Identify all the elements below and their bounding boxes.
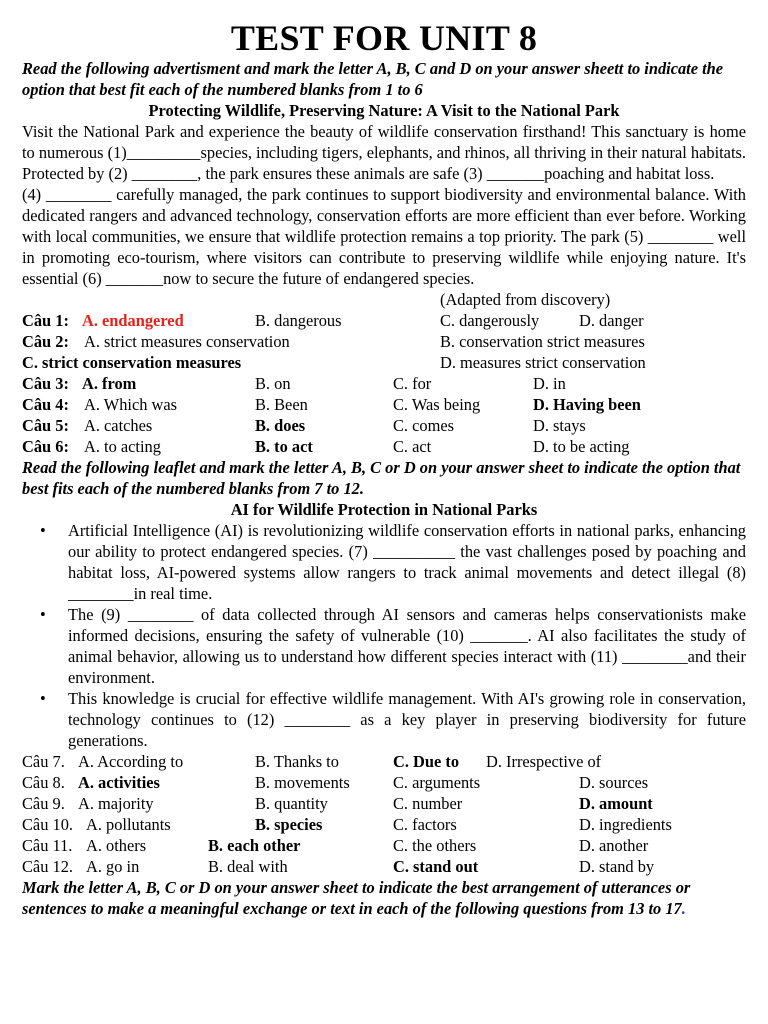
option-c: C. comes	[393, 416, 455, 435]
question-label: Câu 3:	[22, 374, 69, 393]
part1-paragraph-1: Visit the National Park and experience the beauty of wildlife conservation firsthand! This sanctuary is home to numerous (1)_________species, including tigers, elephants, and rhinos, all thriving in their natural habitats. Protected by (2) ________, the park ensures these animals are safe (3) _______poaching and habitat loss.	[22, 122, 746, 183]
option-c: C. dangerously	[440, 311, 540, 330]
list-item	[22, 604, 746, 688]
option-d: D. sources	[579, 773, 649, 792]
option-b: B. Been	[255, 395, 308, 414]
question-row-3	[22, 373, 746, 394]
option-b: B. to act	[255, 437, 313, 456]
option-c: C. act	[393, 437, 432, 456]
option-a: A. activities	[78, 773, 160, 792]
part2-heading: AI for Wildlife Protection in National Parks	[230, 500, 538, 519]
question-row-7	[22, 751, 746, 772]
option-b: B. deal with	[208, 857, 288, 876]
question-label: Câu 9.	[22, 794, 65, 813]
question-label: Câu 4:	[22, 395, 69, 414]
option-a: A. catches	[84, 416, 153, 435]
option-a: A. pollutants	[86, 815, 171, 834]
option-a: A. to acting	[84, 437, 161, 456]
question-row-6	[22, 436, 746, 457]
question-label: Câu 7.	[22, 752, 65, 771]
question-label: Câu 10.	[22, 815, 73, 834]
option-c: C. number	[393, 794, 463, 813]
option-d: D. ingredients	[579, 815, 672, 834]
question-row-4	[22, 394, 746, 415]
option-d: D. measures strict conservation	[440, 353, 646, 372]
option-a: A. others	[86, 836, 147, 855]
option-b: B. quantity	[255, 794, 328, 813]
option-b: B. on	[255, 374, 291, 393]
option-d: D. Having been	[533, 395, 641, 414]
part3-instruction-period: .	[681, 899, 686, 918]
option-a: A. go in	[86, 857, 140, 876]
question-label: Câu 11.	[22, 836, 73, 855]
part2-instruction: Read the following leaflet and mark the letter A, B, C or D on your answer sheet to indicate the option that best fits each of the numbered blanks from 7 to 12.	[22, 458, 741, 498]
question-label: Câu 6:	[22, 437, 69, 456]
option-d: D. to be acting	[533, 437, 630, 456]
option-c: C. arguments	[393, 773, 481, 792]
part1-instruction: Read the following advertisment and mark the letter A, B, C and D on your answer sheett to indicate the option that best fit each of the numbered blanks from 1 to 6	[22, 59, 724, 99]
question-row-1	[22, 310, 746, 331]
part3-instruction	[22, 877, 746, 919]
bullet-icon: •	[40, 605, 46, 624]
page-title: TEST FOR UNIT 8	[230, 18, 538, 58]
option-d: D. stand by	[579, 857, 655, 876]
option-b: B. dangerous	[255, 311, 342, 330]
question-label: Câu 2:	[22, 332, 69, 351]
option-a: A. strict measures conservation	[84, 332, 290, 351]
option-c: C. for	[393, 374, 432, 393]
bullet-text: This knowledge is crucial for effective wildlife management. With AI's growing role in conservation, technology continues to (12) ________ as a key player in preserving biodiversity for future generations.	[68, 689, 746, 750]
question-label: Câu 1:	[22, 311, 69, 330]
option-c: C. factors	[393, 815, 457, 834]
option-c: C. Was being	[393, 395, 481, 414]
part1-heading: Protecting Wildlife, Preserving Nature: A Visit to the National Park	[148, 101, 620, 120]
bullet-icon: •	[40, 689, 46, 708]
option-c: C. the others	[393, 836, 477, 855]
option-b: B. does	[255, 416, 306, 435]
option-c: C. strict conservation measures	[22, 353, 242, 372]
source-note: (Adapted from discovery)	[440, 290, 611, 309]
option-b: B. conservation strict measures	[440, 332, 645, 351]
question-row-12	[22, 856, 746, 877]
question-row-8	[22, 772, 746, 793]
option-b: B. Thanks to	[255, 752, 339, 771]
option-d: D. stays	[533, 416, 586, 435]
bullet-icon: •	[40, 521, 46, 540]
option-d: D. amount	[579, 794, 653, 813]
question-row-11	[22, 835, 746, 856]
option-b: B. movements	[255, 773, 350, 792]
option-d: D. in	[533, 374, 566, 393]
bullet-text: The (9) ________ of data collected through AI sensors and cameras helps conservationists make informed decisions, ensuring the safety of vulnerable (10) _______. AI also facilitates the study of animal behavior, allowing us to understand how different species interact with (11) ________and their environment.	[68, 605, 746, 687]
question-row-2	[22, 331, 746, 352]
part3-instruction-text: Mark the letter A, B, C or D on your answer sheet to indicate the best arrangement of utterances or sentences to make a meaningful exchange or text in each of the following questions from 13 to 17	[22, 878, 691, 918]
question-row-10	[22, 814, 746, 835]
worksheet-page	[22, 18, 746, 919]
option-a: A. from	[82, 374, 137, 393]
question-row-5	[22, 415, 746, 436]
option-b: B. species	[255, 815, 323, 834]
option-c: C. Due to	[393, 752, 460, 771]
option-a: A. majority	[78, 794, 154, 813]
list-item	[22, 688, 746, 751]
list-item	[22, 520, 746, 604]
option-d: D. another	[579, 836, 649, 855]
option-d: D. danger	[579, 311, 644, 330]
option-b: B. each other	[208, 836, 301, 855]
option-c: C. stand out	[393, 857, 479, 876]
option-d: D. Irrespective of	[486, 752, 602, 771]
option-a: A. endangered	[82, 311, 184, 330]
question-row-9	[22, 793, 746, 814]
question-label: Câu 8.	[22, 773, 65, 792]
bullet-text: Artificial Intelligence (AI) is revolutionizing wildlife conservation efforts in national parks, enhancing our ability to protect endangered species. (7) __________ the vast challenges posed by poaching and habitat loss, AI-powered systems allow rangers to track animal movements and detect illegal (8) ________in real time.	[68, 521, 746, 603]
option-a: A. Which was	[84, 395, 178, 414]
question-row-2-continued	[22, 352, 746, 373]
leaflet-bullet-list	[22, 520, 746, 751]
question-label: Câu 5:	[22, 416, 69, 435]
part1-paragraph-2: (4) ________ carefully managed, the park continues to support biodiversity and environmental balance. With dedicated rangers and advanced technology, conservation efforts are more efficient than ever before. Working with local communities, we ensure that wildlife protection remains a top priority. The park (5) ________ well in promoting eco-tourism, where visitors can contribute to preserving wildlife while enjoying nature. It's essential (6) _______now to secure the future of endangered species.	[22, 185, 746, 288]
question-label: Câu 12.	[22, 857, 73, 876]
option-a: A. According to	[78, 752, 184, 771]
